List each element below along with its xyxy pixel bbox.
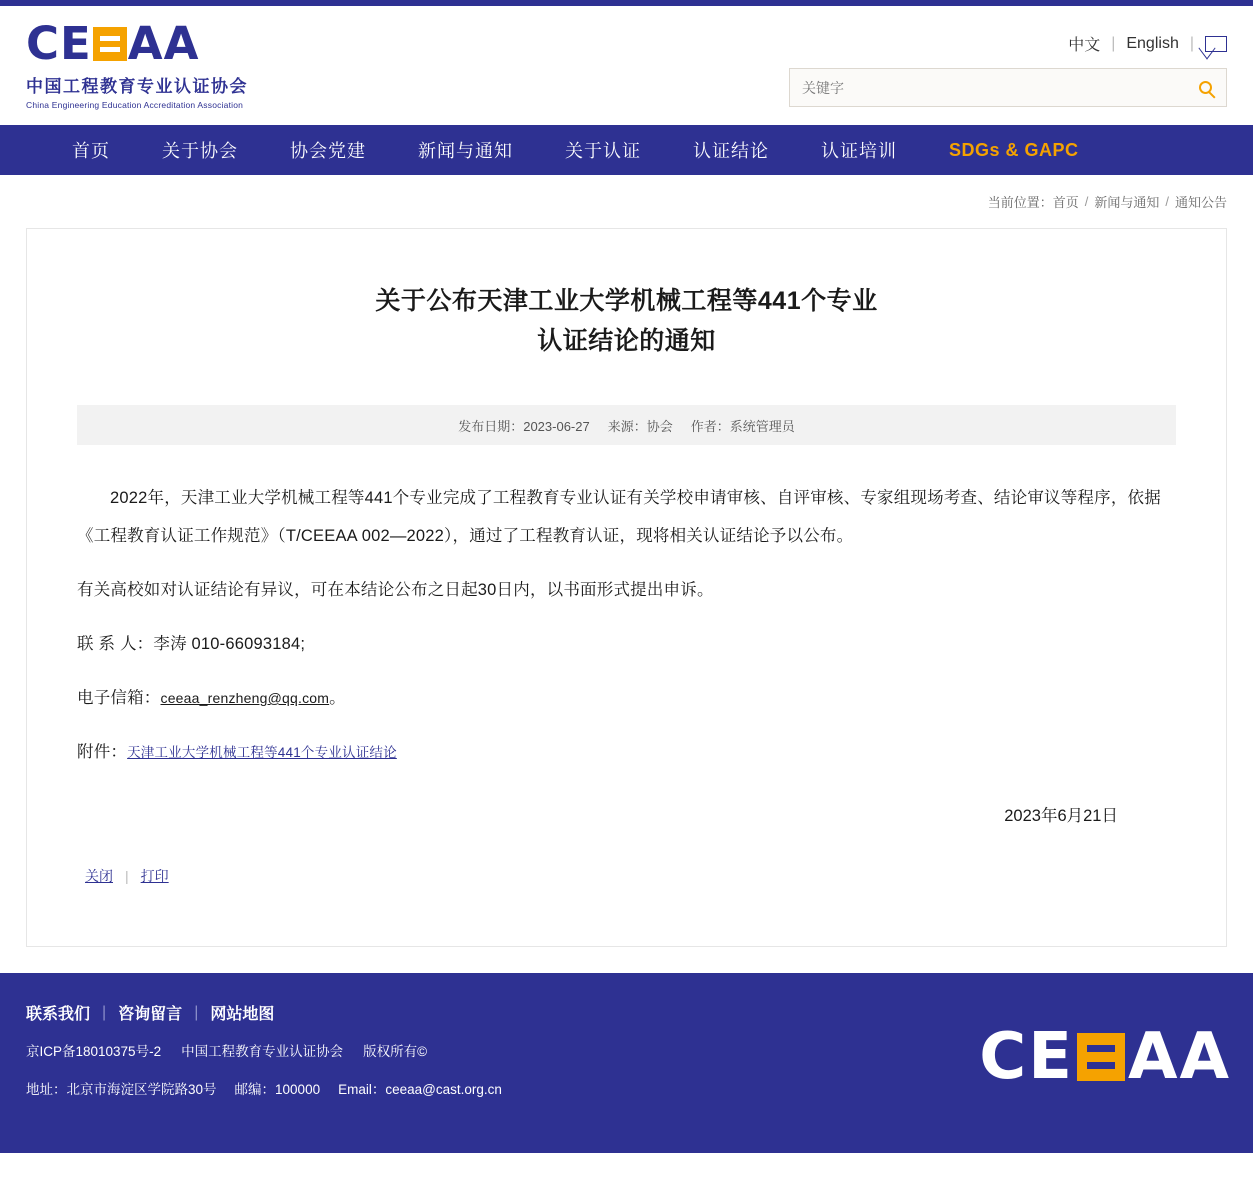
nav-item-training[interactable]: 认证培训: [821, 141, 897, 161]
article-card: [26, 228, 1227, 947]
article-paragraph-contact: 联 系 人：李涛 010-66093184;: [77, 635, 306, 653]
page-title-line1: 关于公布天津工业大学机械工程等441个专业: [375, 287, 878, 315]
nav-item-news-notices[interactable]: 新闻与通知: [418, 141, 513, 161]
email-label: 电子信箱：: [77, 689, 161, 707]
breadcrumb-separator: /: [1165, 194, 1169, 209]
footer-logo: [979, 1020, 1231, 1094]
footer-link-message[interactable]: 咨询留言: [118, 1006, 183, 1023]
attachment-link[interactable]: 天津工业大学机械工程等441个专业认证结论: [127, 745, 397, 760]
nav-item-party-building[interactable]: 协会党建: [290, 141, 366, 161]
page-title-line2: 认证结论的通知: [537, 327, 716, 355]
site-logo[interactable]: [26, 17, 256, 110]
footer-logo-wordmark: [979, 1020, 1231, 1094]
meta-source: 来源：协会: [607, 418, 673, 434]
meta-author: 作者：系统管理员: [690, 418, 795, 434]
footer-logo-e-glyph-icon: [1077, 1033, 1125, 1081]
email-link[interactable]: ceeaa_renzheng@qq.com: [160, 690, 330, 706]
site-footer: [0, 973, 1253, 1153]
page-title: [77, 281, 1176, 361]
search-button[interactable]: [1184, 69, 1226, 106]
nav-item-accreditation-results[interactable]: 认证结论: [693, 141, 769, 161]
article-paragraph-attachment: [77, 733, 1176, 772]
bottom-strip: [0, 1153, 1253, 1177]
footer-link-sitemap[interactable]: 网站地图: [210, 1006, 275, 1023]
language-chinese-link[interactable]: 中文: [1068, 37, 1101, 54]
search-icon: [1199, 81, 1212, 94]
footer-org-name: 中国工程教育专业认证协会: [181, 1044, 344, 1059]
logo-word-right: AA: [127, 17, 200, 70]
article-paragraph-2: 有关高校如对认证结论有异议，可在本结论公布之日起30日内，以书面形式提出申诉。: [77, 581, 714, 599]
language-divider: |: [1111, 34, 1116, 52]
breadcrumb-item-notice[interactable]: 通知公告: [1174, 195, 1227, 210]
footer-copyright: 版权所有©: [363, 1044, 428, 1059]
print-button[interactable]: 打印: [140, 868, 169, 884]
logo-english-name: China Engineering Education Accreditation Association: [26, 100, 244, 110]
logo-e-glyph-icon: [93, 27, 127, 61]
meta-date: 发布日期：2023-06-27: [458, 418, 590, 434]
article-meta: [77, 405, 1176, 445]
breadcrumb-item-home[interactable]: 首页: [1052, 195, 1079, 210]
breadcrumb-item-news[interactable]: 新闻与通知: [1094, 195, 1160, 210]
mail-divider: |: [1189, 34, 1194, 52]
breadcrumb: [0, 175, 1253, 228]
footer-email: Email：ceeaa@cast.org.cn: [338, 1082, 502, 1097]
search-box[interactable]: [789, 68, 1227, 107]
nav-item-sdgs-gapc[interactable]: SDGs & GAPC: [949, 139, 1079, 160]
action-divider: |: [125, 868, 129, 884]
nav-item-about-accreditation[interactable]: 关于认证: [565, 141, 641, 161]
footer-link-divider: |: [102, 1003, 107, 1021]
footer-logo-word-right: AA: [1127, 1020, 1231, 1094]
attachment-label: 附件：: [77, 743, 128, 761]
search-input[interactable]: [790, 80, 1184, 96]
logo-word-left: CE: [26, 17, 92, 70]
footer-postcode: 邮编：100000: [234, 1082, 321, 1097]
logo-wordmark: [26, 17, 256, 70]
close-button[interactable]: 关闭: [85, 868, 113, 884]
footer-link-divider: |: [194, 1003, 199, 1021]
article-paragraph-email: [77, 679, 1176, 717]
language-english-link[interactable]: English: [1126, 34, 1179, 52]
nav-item-about-association[interactable]: 关于协会: [162, 141, 238, 161]
main-nav: [0, 125, 1253, 175]
logo-chinese-name: 中国工程教育专业认证协会: [26, 77, 248, 96]
article-sign-date: 2023年6月21日: [1004, 807, 1118, 825]
site-header: [0, 0, 1253, 125]
language-bar: [1068, 32, 1227, 55]
footer-logo-word-left: CE: [979, 1020, 1074, 1094]
article-paragraph-1: 2022年，天津工业大学机械工程等441个专业完成了工程教育专业认证有关学校申请审核、自评审核、专家组现场考查、结论审议等程序，依据《工程教育认证工作规范》（T/CEEAA 002—2022），通过了工程教育认证，现将相关认证结论予以公布。: [77, 489, 1161, 545]
footer-address: 地址：北京市海淀区学院路30号: [26, 1082, 217, 1097]
breadcrumb-separator: /: [1084, 194, 1089, 209]
mail-icon[interactable]: [1205, 36, 1227, 52]
article-body: [77, 479, 1176, 772]
breadcrumb-prefix: 当前位置：: [987, 195, 1053, 210]
nav-item-home[interactable]: 首页: [72, 141, 110, 161]
email-tail: 。: [329, 689, 346, 707]
footer-link-contact[interactable]: 联系我们: [26, 1006, 91, 1023]
footer-icp: 京ICP备18010375号-2: [26, 1044, 162, 1059]
article-actions: [77, 866, 1176, 886]
